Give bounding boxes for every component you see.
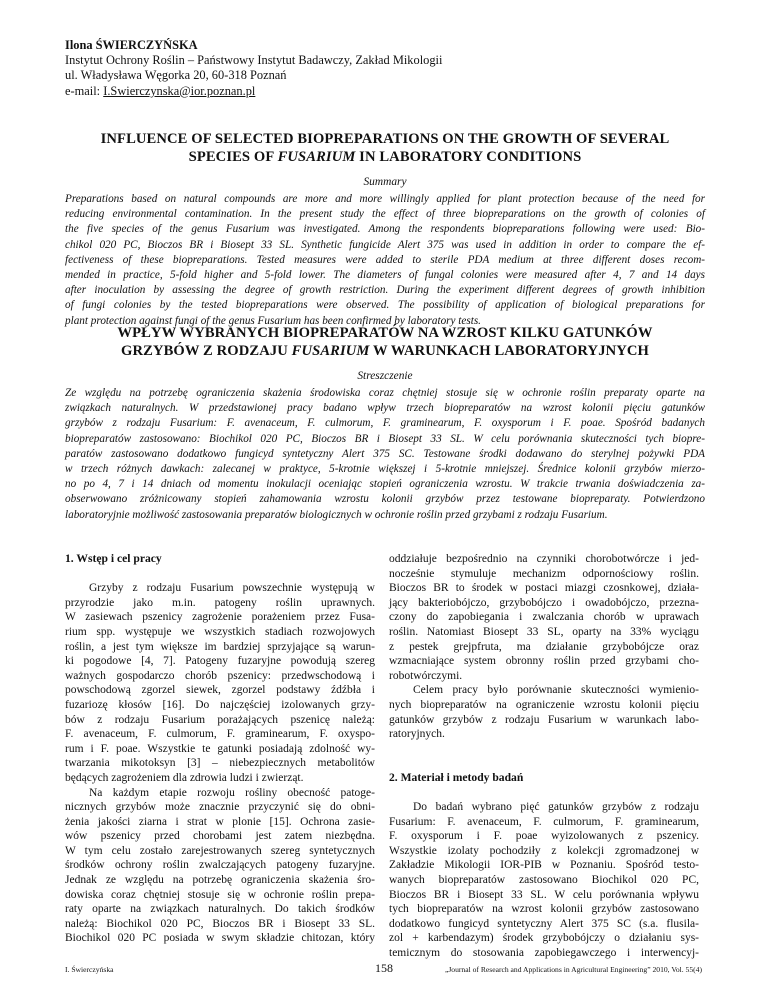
footer-author: I. Świerczyńska (65, 965, 114, 974)
body-line: jący bakteriobójczo, grzybobójczo i owadobójczo, przezna- (389, 596, 699, 609)
title-polish-line-1: WPŁYW WYBRANYCH BIOPREPARATÓW NA WZROST KILKU GATUNKÓW (117, 325, 653, 341)
spacer (389, 786, 699, 801)
streszczenie-line: no po 4, 7 i 14 dniach od momentu inokulacji oceniając stopień ograniczenia wzrostu. W trakcie trwania doświadczenia za- (65, 478, 705, 491)
body-line: nych biopreparatów na ograniczenie wzrostu kolonii pięciu (389, 698, 699, 711)
body-line: Biochikol 020 PC posiada w swym składzie chitozan, który (65, 932, 375, 945)
body-line: rum i F. poae. Wszystkie te gatunki posiadają zdolność wy- (65, 742, 375, 755)
summary-heading: Summary (363, 176, 407, 188)
body-line: żenia jakości ziarna i strat w plonie [15]. Ochrona zasie- (65, 815, 375, 828)
summary-line: fectiveness of these biopreparations. Tested measures were added to sterile PDA medium at three different doses recom- (65, 253, 705, 266)
body-line: F. oxysporum i F. poae wyizolowanych z pszenicy. (389, 830, 699, 843)
body-line: wanych biopreparatów zastosowano Biochikol 020 PC, (389, 874, 699, 887)
title-english-genus: FUSARIUM (277, 148, 356, 165)
body-line: Jednak ze względu na potrzebę ograniczenia skażenia śro- (65, 874, 375, 887)
summary-line: mended in practice, 5-fold higher and 5-fold lower. The diameters of fungal colonies were measured after 4, 7 and 14 days (65, 269, 705, 282)
streszczenie-heading: Streszczenie (357, 370, 413, 382)
body-line: robotwórczymi. (389, 669, 463, 682)
section-2-heading: 2. Materiał i metody badań (389, 770, 524, 784)
body-line: dowiska coraz chętniej stosuje się w ochronie roślin prepa- (65, 888, 375, 901)
body-line: oddziałuje bezpośrednio na czynniki chorobotwórcze i jed- (389, 553, 699, 565)
summary-line: chikol 020 PC, Bioczos BR i Biosept 33 SL. Synthetic fungicide Alert 375 was used in addition in order to compare the ef- (65, 238, 705, 251)
body-line: Bioczos BR i Biosept 33 SL. W celu porównania wpływu (389, 888, 699, 901)
body-line: W zasiewach pszenicy zagrożenie porażeniem przez Fusa- (65, 611, 375, 624)
streszczenie-line: biopreparatów zastosowano: Biochikol 020 PC, Bioczos BR i Biosept 33 SL. W celu porównania skuteczności tych biopre- (65, 432, 705, 445)
body-line: nicznych grzybów może znacznie przyczynić się do obni- (65, 801, 375, 814)
body-line: wów pszenicy przed chorobami jest zatem niezbędna. (65, 830, 375, 843)
body-line: tych biopreparatów na wzrost kolonii grzybów zastosowano (389, 903, 699, 916)
title-polish-line-2 (65, 343, 705, 361)
summary-line: the five species of the genus Fusarium was investigated. Among the respondents biopreparations following were used: Bio- (65, 223, 705, 236)
spacer (389, 742, 699, 757)
summary-line: Preparations based on natural compounds are more and more willingly applied for plant protection because of the need for (65, 193, 705, 205)
body-line: F. avenaceum, F. culmorum, F. graminearum, F. oxyspo- (65, 728, 375, 741)
title-polish-text: GRZYBÓW Z RODZAJU (121, 342, 292, 359)
streszczenie-line: obserwowano zróżnicowany stopień zahamowania wzrostu kolonii grzybów przez testowane biopreparaty. Potwierdzono (65, 493, 705, 506)
body-line: raty oparte na związkach naturalnych. Do takich środków (65, 903, 375, 916)
body-line: Do badań wybrano pięć gatunków grzybów z rodzaju (413, 801, 699, 814)
body-line: z pestek grejpfruta, ma działanie grzybobójcze oraz (389, 640, 699, 653)
body-line: powschodową zgorzel siewek, zgorzel podstawy źdźbła i (65, 684, 375, 697)
body-line: fuzariozę kłosów [16]. Do najczęściej izolowanych grzy- (65, 698, 375, 711)
body-line: rium spp. występuje we wszystkich stadiach rozwojowych (65, 625, 375, 638)
body-line: czony do zapobiegania i zwalczania chorób w uprawach (389, 611, 699, 624)
footer-journal: „Journal of Research and Applications in Agricultural Engineering” 2010, Vol. 55(4) (444, 965, 702, 974)
author-institution: Instytut Ochrony Roślin – Państwowy Instytut Badawczy, Zakład Mikologii (65, 53, 443, 68)
body-line: Bioczos BR to środek w postaci miazgi czosnkowej, działa- (389, 582, 699, 595)
body-line: Na każdym etapie rozwoju rośliny obecność patoge- (89, 786, 375, 799)
body-line: wzmacniające system obronny roślin przed grzybami cho- (389, 655, 699, 668)
summary-line: after inoculation by assessing the degree of growth restriction. During the experiment different degrees of growth inhibition (65, 284, 705, 297)
spacer (389, 756, 699, 771)
author-email-line (65, 84, 705, 99)
email-label: e-mail: (65, 83, 104, 98)
body-line: nocześnie stymuluje mechanizm odpornościowy roślin. (389, 567, 699, 580)
streszczenie-line: Ze względu na potrzebę ograniczenia skażenia środowiska coraz chętniej stosuje się w ochronie roślin preparaty oparte na (65, 387, 705, 399)
title-english (65, 131, 705, 167)
summary-polish (65, 386, 705, 523)
email-link[interactable]: I.Swierczynska@ior.poznan.pl (103, 83, 256, 98)
body-line: gatunków grzybów z rodzaju Fusarium w warunkach labo- (389, 713, 699, 726)
page-number: 158 (375, 961, 393, 975)
streszczenie-line: związkach naturalnych. W przedstawionej pracy badano wpływ trzech biopreparatów na wzrost kolonii pięciu gatunków (65, 402, 705, 415)
summary-line: reducing environmental contamination. In the present study the effect of three biopreparations on the growth of colonies of (65, 208, 705, 221)
body-line: roślin, a jest tym większe im bardziej sprzyjające są warun- (65, 640, 375, 653)
title-english-text: SPECIES OF (188, 148, 278, 165)
body-line: Fusarium: F. avenaceum, F. culmorum, F. graminearum, (389, 815, 699, 828)
title-english-line-1: INFLUENCE OF SELECTED BIOPREPARATIONS ON THE GROWTH OF SEVERAL (100, 131, 670, 147)
summary-line: of fungi colonies by the tested biopreparations were observed. The possibility of application of biological preparations for (65, 299, 705, 312)
body-line: W tym celu zostało zarejestrowanych szereg syntetycznych (65, 844, 375, 857)
body-line: będących zagrożeniem dla zdrowia ludzi i zwierząt. (65, 771, 304, 784)
body-line: ki pogodowe [4, 7]. Patogeny fuzaryjne powodują szereg (65, 655, 375, 668)
right-column (389, 552, 699, 961)
author-address: ul. Władysława Węgorka 20, 60-318 Poznań (65, 68, 287, 83)
summary-english (65, 192, 705, 329)
spacer (65, 567, 375, 582)
left-column (65, 552, 375, 946)
streszczenie-line: laboratoryjnie możliwość zastosowania preparatów biologicznych w ochronie roślin przed grzybami z rodzaju Fusarium. (65, 508, 608, 521)
streszczenie-line: w trzech różnych dawkach: zalecanej w praktyce, 5-krotnie większej i 5-krotnie mniejszej. Średnice kolonii grzybów mierzo- (65, 463, 705, 476)
section-1-heading: 1. Wstęp i cel pracy (65, 552, 162, 565)
title-polish-genus: FUSARIUM (291, 342, 370, 359)
body-line: bów z rodzaju Fusarium porażających pszenicę należą: (65, 713, 375, 726)
body-line: środków ochrony roślin zwalczających patogeny fuzaryjne. (65, 859, 375, 872)
body-line: temicznym do stosowania zapobiegawczego i interwencyj- (389, 947, 699, 960)
streszczenie-line: paratów zastosowano dodatkowo fungicyd syntetyczny Alert 375 SC. Testowane środki dodawano do sterylnej pożywki PDA (65, 447, 705, 460)
body-line: ratoryjnych. (389, 728, 445, 741)
body-line: Wszystkie izolaty pochodziły z kolekcji zgromadzonej w (389, 844, 699, 857)
body-line: Zakładzie Mikologii IOR-PIB w Poznaniu. Spośród testo- (389, 859, 699, 872)
body-line: przyrodzie jako m.in. patogeny roślin uprawnych. (65, 596, 375, 609)
body-line: zol + karbendazym) środek grzybobójczy o działaniu sys- (389, 932, 699, 945)
body-line: ważnych gospodarczo chorób pszenicy: przedwschodową i (65, 669, 375, 682)
body-line: Celem pracy było porównanie skuteczności wymienio- (413, 684, 699, 697)
author-block (65, 38, 705, 99)
body-line: roślin. Natomiast Biosept 33 SL, oparty na 33% wyciągu (389, 625, 699, 638)
title-polish-text: W WARUNKACH LABORATORYJNYCH (369, 342, 649, 359)
title-english-text: IN LABORATORY CONDITIONS (355, 148, 582, 165)
title-english-line-2 (65, 149, 705, 167)
body-line: twarzania mikotoksyn [3] – niebezpiecznych metabolitów (65, 757, 375, 770)
streszczenie-line: grzybów z rodzaju Fusarium: F. avenaceum, F. culmorum, F. graminearum, F. oxysporum i F. poae. Spośród badanych (65, 417, 705, 430)
summary-line: plant protection against fungi of the genus Fusarium has been confirmed by laboratory tests. (65, 314, 481, 327)
title-polish (65, 325, 705, 361)
body-line: dodatkowo fungicyd syntetyczny Alert 375 SC (s.a. flusila- (389, 917, 699, 930)
author-name: Ilona ŚWIERCZYŃSKA (65, 38, 198, 52)
body-line: należą: Biochikol 020 PC, Bioczos BR i Biosept 33 SL. (65, 917, 375, 930)
body-line: Grzyby z rodzaju Fusarium powszechnie występują w (89, 582, 375, 595)
